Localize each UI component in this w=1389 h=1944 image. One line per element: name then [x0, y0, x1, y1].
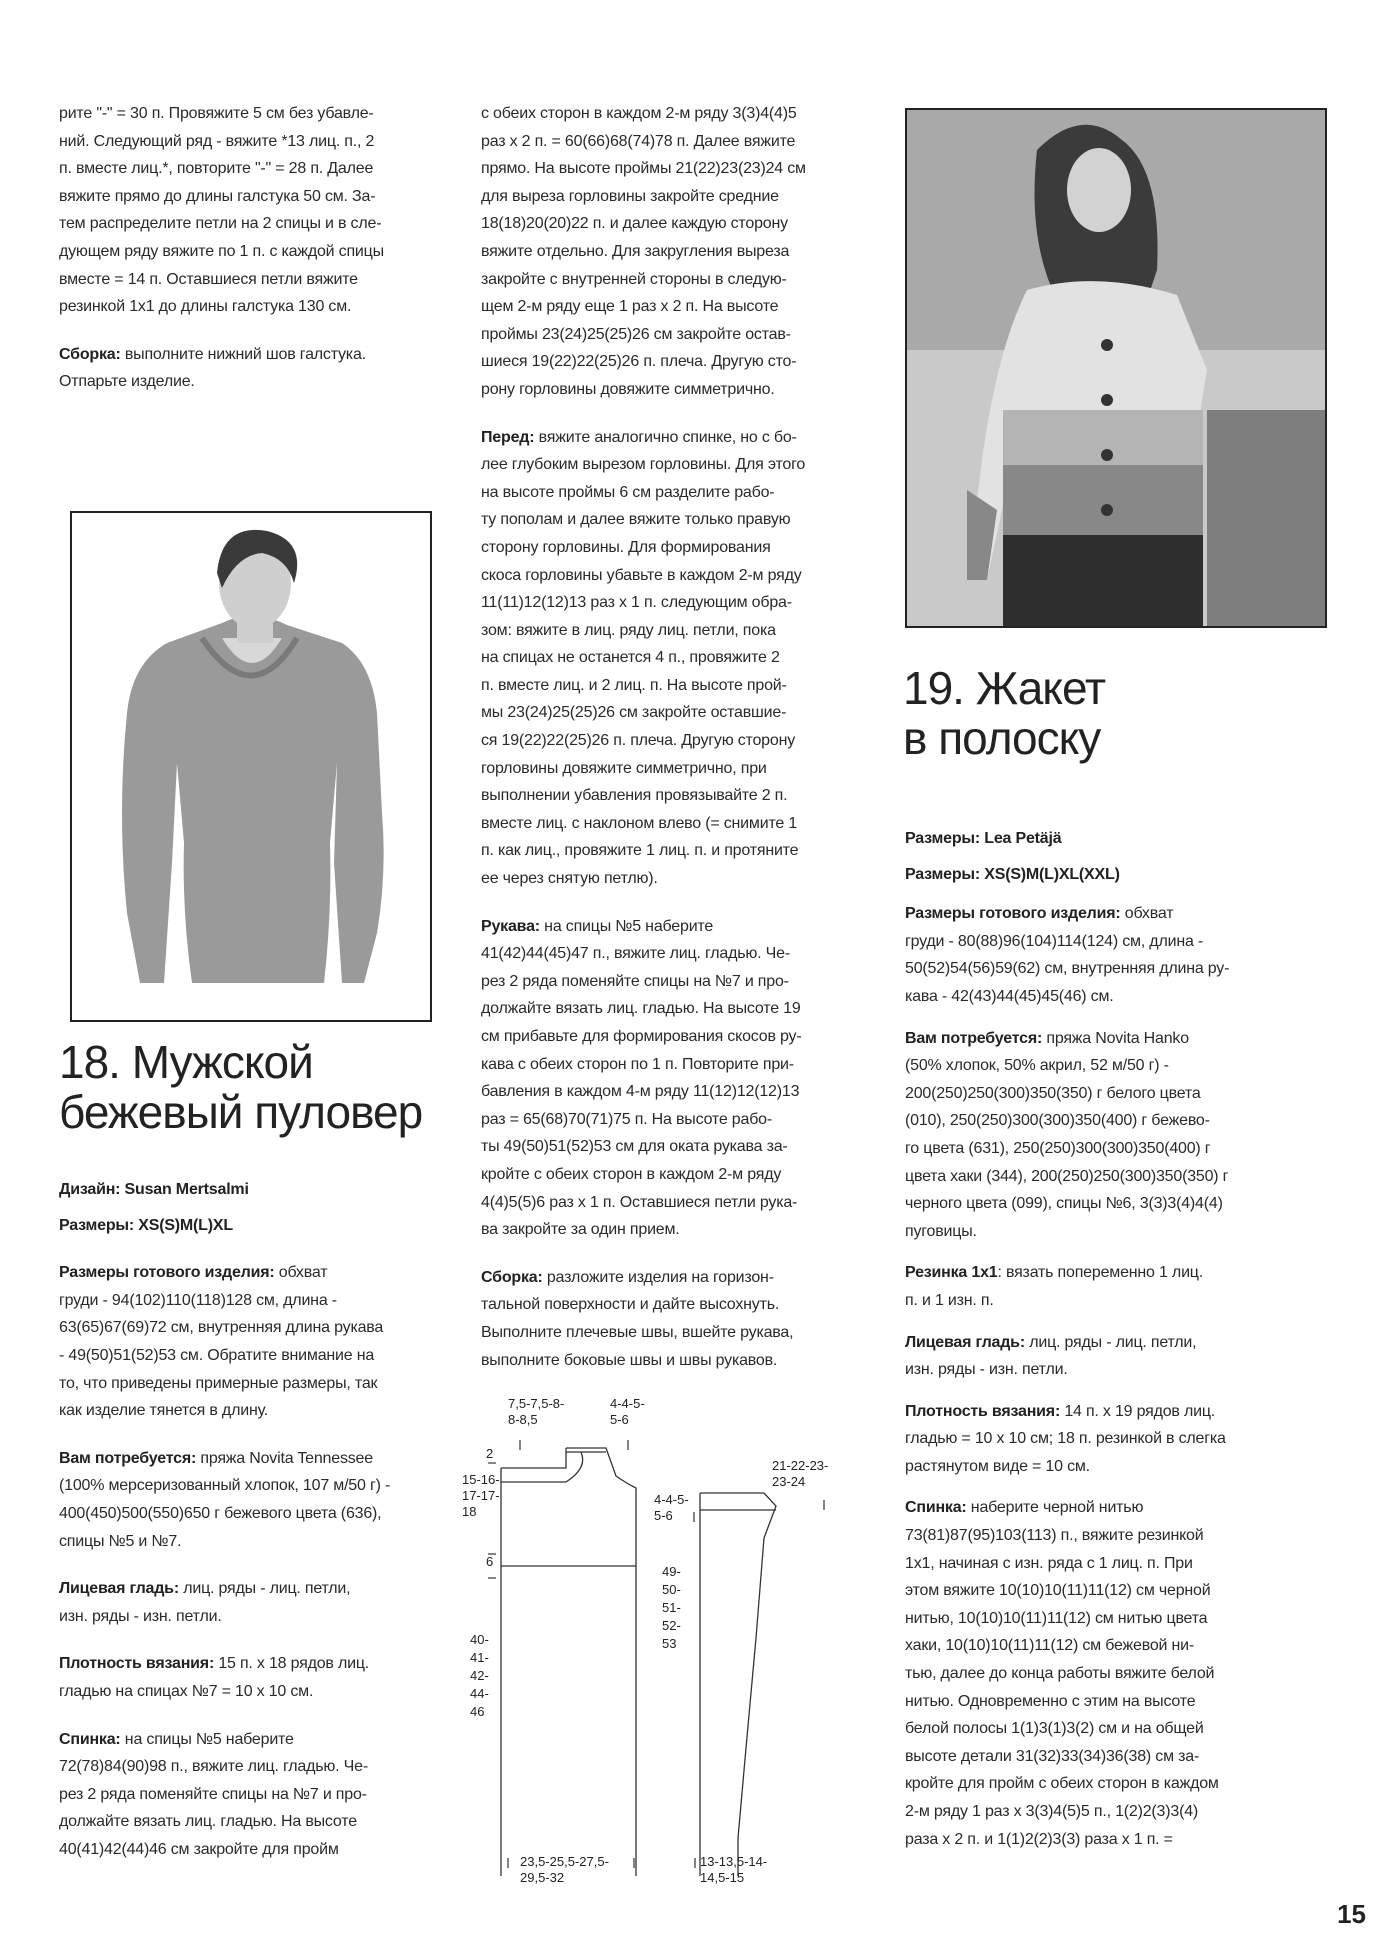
text-line: высоте детали 31(32)33(34)36(38) см за- — [905, 1747, 1200, 1765]
dim-label: 51- — [662, 1600, 681, 1615]
sizes-line — [905, 861, 1305, 889]
text-line: раз = 65(68)70(71)75 п. На высоте рабо- — [481, 1110, 772, 1128]
text-line: гладью на спицах №7 = 10 х 10 см. — [59, 1682, 314, 1700]
page-number: 15 — [1337, 1899, 1366, 1929]
text-line: тальной поверхности и дайте высохнуть. — [481, 1296, 780, 1314]
text-line: шиеся 19(22)22(25)26 п. плеча. Другую сто- — [481, 353, 797, 371]
column-1-top — [59, 100, 449, 396]
front-paragraph — [481, 424, 881, 452]
text-line: закройте с внутренней стороны в следую- — [481, 270, 787, 288]
finished-label: Размеры готового изделия: — [59, 1264, 275, 1282]
photo-woman-striped-jacket — [905, 108, 1327, 628]
dim-label: 4-4-5- — [654, 1492, 689, 1507]
text-line: тем распределите петли на 2 спицы и в сле- — [59, 215, 382, 233]
text-line: (010), 250(250)300(300)350(400) г бежево- — [905, 1112, 1210, 1130]
text-line: 2-м ряду 1 раз х 3(3)4(5)5 п., 1(2)2(3)3(4) — [905, 1803, 1199, 1820]
sleeve-label: Рукава: — [481, 917, 540, 935]
dim-label: 41- — [470, 1650, 489, 1665]
text-line: лиц. ряды - лиц. петли, — [178, 1580, 351, 1598]
assembly-paragraph — [481, 1264, 881, 1292]
pattern-schematic — [462, 1388, 876, 1885]
stockinette-label: Лицевая гладь: — [59, 1580, 179, 1598]
text-line: на высоте проймы 6 см разделите рабо- — [481, 483, 775, 501]
text-line: кройте для пройм с обеих сторон в каждом — [905, 1775, 1219, 1793]
text-line: ва закройте за один прием. — [481, 1221, 680, 1239]
gauge-label: Плотность вязания: — [59, 1655, 215, 1673]
dim-label: 2 — [486, 1446, 494, 1461]
text-line: лее глубоким вырезом горловины. Для этого — [481, 456, 806, 474]
dim-label: 14,5-15 — [700, 1870, 745, 1885]
text-line: цвета хаки (344), 200(250)250(300)350(350) г — [905, 1167, 1229, 1185]
text-line: с обеих сторон в каждом 2-м ряду 3(3)4(4)5 — [481, 105, 797, 122]
column-1-bottom — [59, 1176, 459, 1863]
text-line: пряжа Novita Hanko — [1042, 1029, 1189, 1047]
sleeve-paragraph — [481, 913, 881, 941]
text-line: гладью = 10 х 10 см; 18 п. резинкой в слегка — [905, 1430, 1226, 1448]
text-line: рез 2 ряда поменяйте спицы на №7 и про- — [481, 972, 789, 990]
materials-paragraph — [59, 1445, 459, 1473]
back-label: Спинка: — [59, 1730, 121, 1748]
rib-paragraph — [905, 1259, 1305, 1287]
dim-label: 29,5-32 — [520, 1870, 565, 1885]
text-line: ний. Следующий ряд - вяжите *13 лиц. п., 2 — [59, 132, 375, 150]
text-line: рите "-" = 30 п. Провяжите 5 см без убавле- — [59, 105, 374, 122]
back-label: Спинка: — [905, 1499, 967, 1517]
text-line: на спицы №5 наберите — [120, 1730, 294, 1748]
text-line: лиц. ряды - лиц. петли, — [1024, 1333, 1197, 1351]
text-line: : вязать попеременно 1 лиц. — [997, 1264, 1204, 1282]
materials-label: Вам потребуется: — [59, 1449, 197, 1467]
text-line: проймы 23(24)25(25)26 см закройте остав- — [481, 325, 791, 343]
designer-line — [905, 825, 1305, 853]
text-line: обхват — [1120, 905, 1174, 923]
text-line: на спицах не останется 4 п., провяжите 2 — [481, 649, 780, 667]
dim-label: 13-13,5-14- — [700, 1854, 768, 1869]
dim-label: 4-4-5- — [610, 1396, 645, 1411]
text-line: на спицы №5 наберите — [539, 917, 714, 935]
text-line: ее через снятую петлю). — [481, 870, 658, 888]
dim-label: 40- — [470, 1632, 489, 1647]
text-line: этом вяжите 10(10)10(11)11(12) см черной — [905, 1582, 1211, 1600]
dim-label: 44- — [470, 1686, 489, 1701]
photo-man-pullover — [70, 511, 432, 1022]
dim-label: 23,5-25,5-27,5- — [520, 1854, 609, 1869]
text-line: черного цвета (099), спицы №6, 3(3)3(4)4(4) — [905, 1195, 1223, 1213]
stockinette-label: Лицевая гладь: — [905, 1333, 1025, 1351]
materials-paragraph — [905, 1025, 1305, 1053]
text-line: п. вместе лиц. и 2 лиц. п. На высоте прой- — [481, 676, 787, 694]
woman-photo-illustration — [907, 110, 1325, 626]
text-line: прямо. На высоте проймы 21(22)23(23)24 см — [481, 160, 806, 178]
text-line: п. и 1 изн. п. — [905, 1291, 994, 1309]
text-line: вместе лиц. с наклоном влево (= снимите 1 — [481, 814, 798, 832]
text-line: вяжите отдельно. Для закругления выреза — [481, 242, 790, 260]
dim-label: 49- — [662, 1564, 681, 1579]
text-line: должайте вязать лиц. гладью. На высоте 19 — [481, 1000, 801, 1018]
dim-label: 15-16- — [462, 1472, 500, 1487]
rib-label: Резинка 1х1 — [905, 1264, 998, 1282]
text-line: щем 2-м ряду еще 1 раз х 2 п. На высоте — [481, 298, 779, 316]
text-line: вместе = 14 п. Оставшиеся петли вяжите — [59, 270, 358, 288]
text-line: кройте с обеих сторон в каждом 2-м ряду — [481, 1165, 782, 1183]
text-line: (50% хлопок, 50% акрил, 52 м/50 г) - — [905, 1057, 1169, 1075]
sizes-label: Размеры: XS(S)M(L)XL(XXL) — [905, 865, 1120, 883]
column-2 — [481, 100, 881, 1374]
text-line: пуговицы. — [905, 1222, 977, 1240]
text-line: как изделие тянется в длину. — [59, 1402, 269, 1420]
text-line: растянутом виде = 10 см. — [905, 1457, 1090, 1475]
text-line: выполните боковые швы и швы рукавов. — [481, 1351, 778, 1369]
text-line: 200(250)250(300)350(350) г белого цвета — [905, 1084, 1201, 1102]
finished-sizes-paragraph — [59, 1259, 459, 1287]
text-line: груди - 80(88)96(104)114(124) см, длина - — [905, 932, 1204, 950]
text-line: кава с обеих сторон по 1 п. Повторите при- — [481, 1055, 794, 1073]
text-line: 1х1, начиная с изн. ряда с 1 лиц. п. При — [905, 1554, 1193, 1572]
text-line: резинкой 1х1 до длины галстука 130 см. — [59, 298, 352, 316]
dim-label: 21-22-23- — [772, 1458, 829, 1473]
text-line: горловины довяжите симметрично, при — [481, 759, 767, 777]
dim-label: 52- — [662, 1618, 681, 1633]
text-line: для выреза горловины закройте средние — [481, 187, 779, 205]
title-line: в полоску — [903, 712, 1101, 764]
text-line: 73(81)87(95)103(113) п., вяжите резинкой — [905, 1527, 1204, 1545]
text-line: вяжите прямо до длины галстука 50 см. За- — [59, 187, 376, 205]
dim-label: 17-17- — [462, 1488, 500, 1503]
text-line: выполнении убавления провязывайте 2 п. — [481, 787, 788, 805]
text-line: спицы №5 и №7. — [59, 1532, 182, 1550]
gauge-paragraph — [59, 1650, 459, 1678]
text-line: п. вместе лиц.*, повторите "-" = 28 п. Далее — [59, 160, 374, 178]
man-photo-illustration — [72, 513, 430, 1020]
text-line: 14 п. х 19 рядов лиц. — [1060, 1402, 1216, 1420]
stockinette-paragraph — [905, 1329, 1305, 1357]
text-line: дующем ряду вяжите по 1 п. с каждой спицы — [59, 242, 384, 260]
text-line: то, что приведены примерные размеры, так — [59, 1374, 378, 1392]
text-line: (100% мерсеризованный хлопок, 107 м/50 г) - — [59, 1477, 391, 1495]
assembly-label: Сборка: — [481, 1268, 543, 1286]
text-line: нитью. Одновременно с этим на высоте — [905, 1692, 1196, 1710]
text-line: 72(78)84(90)98 п., вяжите лиц. гладью. Че- — [59, 1758, 368, 1776]
sizes-line — [59, 1212, 459, 1240]
text-line: должайте вязать лиц. гладью. На высоте — [59, 1813, 357, 1831]
text-line: разложите изделия на горизон- — [542, 1268, 774, 1286]
materials-label: Вам потребуется: — [905, 1029, 1043, 1047]
stockinette-paragraph — [59, 1575, 459, 1603]
dim-label: 18 — [462, 1504, 477, 1519]
text-line: бавления в каждом 4-м ряду 11(12)12(12)13 — [481, 1083, 800, 1101]
gauge-label: Плотность вязания: — [905, 1402, 1061, 1420]
text-line: белой полосы 1(1)3(1)3(2) см и на общей — [905, 1720, 1204, 1738]
text-line: груди - 94(102)110(118)128 см, длина - — [59, 1291, 337, 1309]
text-line: вяжите аналогично спинке, но с бо- — [534, 428, 797, 446]
text-line: 40(41)42(44)46 см закройте для пройм — [59, 1840, 339, 1858]
text-line: рону горловины довяжите симметрично. — [481, 380, 775, 398]
dim-label: 53 — [662, 1636, 677, 1651]
assembly-label: Сборка: — [59, 345, 121, 363]
text-line: Отпарьте изделие. — [59, 373, 195, 391]
dim-label: 7,5-7,5-8- — [508, 1396, 565, 1411]
text-line: - 49(50)51(52)53 см. Обратите внимание на — [59, 1346, 375, 1364]
designer-line — [59, 1176, 459, 1204]
text-line: 15 п. х 18 рядов лиц. — [214, 1655, 370, 1673]
text-line: го цвета (631), 250(250)300(300)350(400) г — [905, 1139, 1211, 1157]
sizes-label: Размеры: XS(S)M(L)XL — [59, 1216, 233, 1234]
text-line: 63(65)67(69)72 см, внутренняя длина рукава — [59, 1319, 384, 1337]
text-line: сторону горловины. Для формирования — [481, 538, 771, 556]
gauge-paragraph — [905, 1398, 1305, 1426]
text-line: изн. ряды - изн. петли. — [905, 1361, 1068, 1379]
title-pattern-19 — [903, 663, 1105, 763]
text-line: раза х 2 п. и 1(1)2(2)3(3) раза х 1 п. = — [905, 1830, 1173, 1848]
sleeve-outline — [700, 1493, 776, 1876]
text-line: ты 49(50)51(52)53 см для оката рукава за- — [481, 1138, 788, 1156]
text-line: 41(42)44(45)47 п., вяжите лиц. гладью. Че- — [481, 945, 790, 963]
back-paragraph — [905, 1494, 1305, 1522]
text-line: тью, далее до конца работы вяжите белой — [905, 1665, 1215, 1683]
title-line: 18. Мужской — [59, 1036, 313, 1088]
dim-label: 5-6 — [610, 1412, 629, 1427]
text-line: 50(52)54(56)59(62) см, внутренняя длина ру- — [905, 960, 1230, 978]
text-line: Выполните плечевые швы, вшейте рукава, — [481, 1323, 794, 1341]
finished-sizes-paragraph — [905, 900, 1305, 928]
text-line: 400(450)500(550)650 г бежевого цвета (636), — [59, 1504, 382, 1522]
text-line: обхват — [274, 1264, 328, 1282]
dim-label: 5-6 — [654, 1508, 673, 1523]
text-line: 4(4)5(5)6 раз х 1 п. Оставшиеся петли рука- — [481, 1193, 798, 1211]
dim-label: 42- — [470, 1668, 489, 1683]
text-line: раз х 2 п. = 60(66)68(74)78 п. Далее вяжите — [481, 132, 796, 150]
text-line: скоса горловины убавьте в каждом 2-м ряду — [481, 566, 802, 584]
title-pattern-18 — [59, 1037, 422, 1137]
text-line: рез 2 ряда поменяйте спицы на №7 и про- — [59, 1785, 367, 1803]
back-front-outline — [501, 1448, 636, 1876]
assembly-paragraph — [59, 341, 449, 369]
text-line: ту пополам и далее вяжите только правую — [481, 511, 791, 529]
designer-label: Размеры: Lea Petäjä — [905, 830, 1062, 847]
finished-label: Размеры готового изделия: — [905, 905, 1121, 923]
title-line: 19. Жакет — [903, 662, 1106, 714]
dim-label: 6 — [486, 1554, 494, 1569]
designer-label: Дизайн: Susan Mertsalmi — [59, 1181, 249, 1198]
text-line: нитью, 10(10)10(11)11(12) см нитью цвета — [905, 1609, 1208, 1627]
text-line: кава - 42(43)44(45)45(46) см. — [905, 987, 1114, 1005]
text-line: 18(18)20(20)22 п. и далее каждую сторону — [481, 215, 788, 233]
text-line: п. как лиц., провяжите 1 лиц. п. и протяните — [481, 842, 799, 860]
dim-label: 23-24 — [772, 1474, 806, 1489]
text-line: см прибавьте для формирования скосов ру- — [481, 1028, 802, 1045]
front-label: Перед: — [481, 428, 535, 446]
text-line: 11(11)12(12)13 раз х 1 п. следующим обра- — [481, 594, 792, 612]
text-line: мы 23(24)25(25)26 см закройте оставшие- — [481, 704, 787, 722]
text-line: пряжа Novita Tennessee — [196, 1449, 373, 1467]
text-line: изн. ряды - изн. петли. — [59, 1607, 222, 1625]
dim-label: 50- — [662, 1582, 681, 1597]
text-line: ся 19(22)22(25)26 п. плеча. Другую сторону — [481, 732, 796, 750]
back-paragraph — [59, 1726, 459, 1754]
text-line: наберите черной нитью — [966, 1499, 1144, 1517]
column-3 — [905, 825, 1305, 1853]
text-line: выполните нижний шов галстука. — [120, 345, 366, 363]
text-line: хаки, 10(10)10(11)11(12) см бежевой ни- — [905, 1637, 1195, 1655]
dim-label: 8-8,5 — [508, 1412, 538, 1427]
dim-label: 46 — [470, 1704, 485, 1719]
text-line: зом: вяжите в лиц. ряду лиц. петли, пока — [481, 621, 776, 639]
title-line: бежевый пуловер — [59, 1086, 423, 1138]
